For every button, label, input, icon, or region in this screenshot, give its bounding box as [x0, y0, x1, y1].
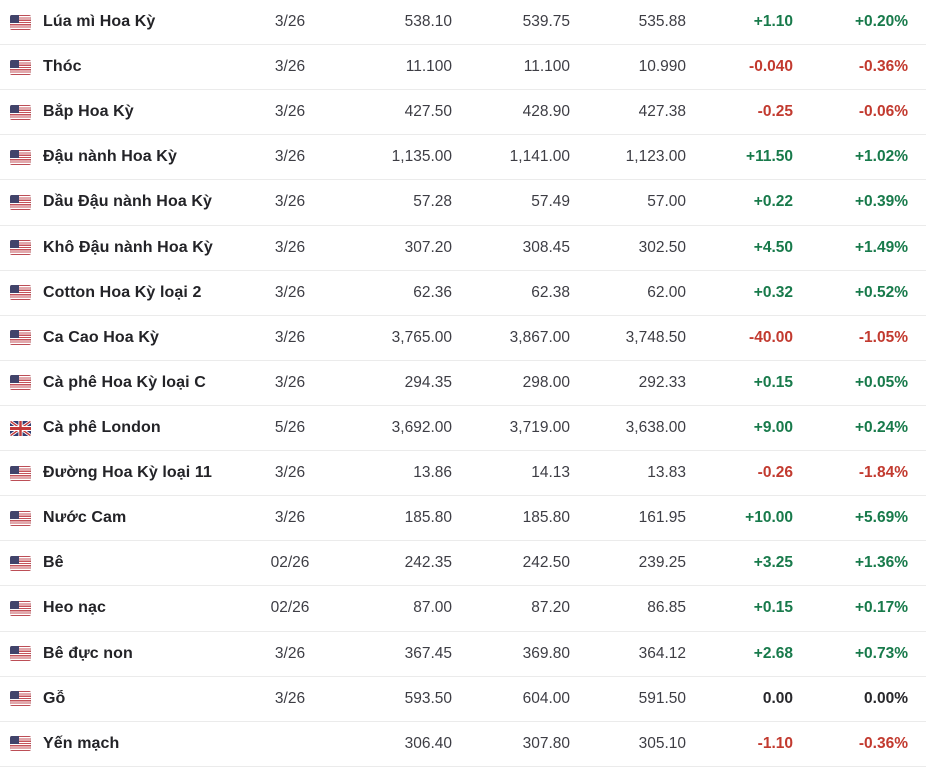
last-price: 307.20 — [404, 238, 452, 256]
low-price: 427.38 — [638, 103, 686, 121]
change-value: +0.15 — [753, 599, 793, 617]
low-price: 57.00 — [647, 193, 686, 211]
commodity-cell — [10, 735, 250, 753]
table-row[interactable] — [0, 90, 926, 135]
last-price: 11.100 — [405, 58, 452, 76]
contract-month: 3/26 — [274, 644, 306, 662]
table-row[interactable] — [0, 316, 926, 361]
high-price: 604.00 — [522, 689, 570, 707]
commodity-name: Bê — [43, 554, 64, 572]
commodity-name: Dầu Đậu nành Hoa Kỳ — [43, 193, 213, 211]
change-percent: +0.39% — [854, 193, 908, 211]
change-value: +9.00 — [753, 419, 793, 437]
us-flag-icon — [10, 150, 31, 165]
low-price: 62.00 — [647, 283, 686, 301]
commodity-name: Bê đực non — [43, 644, 133, 662]
last-price: 62.36 — [413, 283, 452, 301]
commodity-cell — [10, 329, 250, 347]
us-flag-icon — [10, 601, 31, 616]
high-price: 242.50 — [522, 554, 570, 572]
commodity-cell — [10, 148, 250, 166]
table-row[interactable] — [0, 496, 926, 541]
high-price: 3,719.00 — [509, 419, 570, 437]
commodity-name: Lúa mì Hoa Kỳ — [43, 13, 156, 31]
change-value: +1.10 — [753, 13, 793, 31]
change-value: +0.15 — [753, 373, 793, 391]
change-percent: +0.17% — [854, 599, 908, 617]
commodity-name: Cà phê London — [43, 419, 161, 437]
change-percent: -0.36% — [858, 734, 908, 752]
change-value: -0.25 — [757, 103, 793, 121]
contract-month: 3/26 — [274, 148, 306, 166]
table-row[interactable] — [0, 180, 926, 225]
change-percent: 0.00% — [864, 689, 908, 707]
commodity-cell — [10, 554, 250, 572]
change-value: -40.00 — [749, 328, 793, 346]
table-row[interactable] — [0, 361, 926, 406]
commodity-cell — [10, 690, 250, 708]
last-price: 13.86 — [413, 464, 452, 482]
low-price: 3,748.50 — [625, 328, 686, 346]
high-price: 57.49 — [531, 193, 570, 211]
table-row[interactable] — [0, 135, 926, 180]
table-row[interactable] — [0, 722, 926, 767]
change-percent: -1.84% — [858, 464, 908, 482]
high-price: 428.90 — [522, 103, 570, 121]
table-row[interactable] — [0, 632, 926, 677]
contract-month: 3/26 — [274, 238, 306, 256]
contract-month: 3/26 — [274, 373, 306, 391]
low-price: 10.990 — [638, 58, 686, 76]
last-price: 57.28 — [413, 193, 452, 211]
change-percent: +1.36% — [854, 554, 908, 572]
table-row[interactable] — [0, 406, 926, 451]
contract-month: 3/26 — [274, 689, 306, 707]
contract-month: 02/26 — [270, 554, 310, 572]
table-row[interactable] — [0, 677, 926, 722]
table-row[interactable] — [0, 0, 926, 45]
change-percent: +0.73% — [854, 644, 908, 662]
last-price: 185.80 — [404, 509, 452, 527]
change-percent: -0.36% — [858, 58, 908, 76]
uk-flag-icon — [10, 421, 31, 436]
last-price: 427.50 — [404, 103, 452, 121]
last-price: 593.50 — [404, 689, 452, 707]
us-flag-icon — [10, 466, 31, 481]
table-row[interactable] — [0, 541, 926, 586]
contract-month: 3/26 — [274, 193, 306, 211]
last-price: 3,692.00 — [391, 419, 452, 437]
commodity-cell — [10, 193, 250, 211]
commodity-cell — [10, 509, 250, 527]
table-row[interactable] — [0, 451, 926, 496]
commodity-name: Cà phê Hoa Kỳ loại C — [43, 373, 206, 391]
last-price: 306.40 — [404, 734, 452, 752]
commodity-cell — [10, 58, 250, 76]
low-price: 1,123.00 — [625, 148, 686, 166]
us-flag-icon — [10, 60, 31, 75]
low-price: 86.85 — [647, 599, 686, 617]
commodity-name: Yến mạch — [43, 734, 120, 752]
change-value: +4.50 — [753, 238, 793, 256]
contract-month: 3/26 — [274, 464, 306, 482]
change-percent: +0.52% — [854, 283, 908, 301]
commodity-name: Nước Cam — [43, 509, 127, 527]
us-flag-icon — [10, 195, 31, 210]
last-price: 87.00 — [413, 599, 452, 617]
high-price: 87.20 — [531, 599, 570, 617]
low-price: 535.88 — [638, 13, 686, 31]
last-price: 242.35 — [404, 554, 452, 572]
us-flag-icon — [10, 556, 31, 571]
contract-month: 3/26 — [274, 328, 306, 346]
change-value: +0.22 — [753, 193, 793, 211]
commodity-cell — [10, 284, 250, 302]
commodity-name: Gỗ — [43, 689, 66, 707]
change-percent: -0.06% — [858, 103, 908, 121]
us-flag-icon — [10, 646, 31, 661]
table-row[interactable] — [0, 226, 926, 271]
contract-month: 3/26 — [274, 509, 306, 527]
table-row[interactable] — [0, 45, 926, 90]
commodity-cell — [10, 239, 250, 257]
high-price: 11.100 — [523, 58, 570, 76]
high-price: 185.80 — [522, 509, 570, 527]
us-flag-icon — [10, 511, 31, 526]
low-price: 3,638.00 — [625, 419, 686, 437]
us-flag-icon — [10, 691, 31, 706]
last-price: 538.10 — [404, 13, 452, 31]
contract-month: 5/26 — [274, 419, 306, 437]
change-percent: +0.20% — [854, 13, 908, 31]
us-flag-icon — [10, 15, 31, 30]
change-value: -1.10 — [757, 734, 793, 752]
change-percent: +5.69% — [854, 509, 908, 527]
us-flag-icon — [10, 240, 31, 255]
high-price: 307.80 — [522, 734, 570, 752]
commodity-name: Cotton Hoa Kỳ loại 2 — [43, 283, 202, 301]
table-row[interactable] — [0, 586, 926, 631]
commodity-cell — [10, 13, 250, 31]
change-value: -0.26 — [757, 464, 793, 482]
low-price: 13.83 — [647, 464, 686, 482]
change-value: +10.00 — [745, 509, 793, 527]
commodity-name: Heo nạc — [43, 599, 106, 617]
commodity-cell — [10, 645, 250, 663]
high-price: 14.13 — [531, 464, 570, 482]
commodity-cell — [10, 374, 250, 392]
commodity-name: Đậu nành Hoa Kỳ — [43, 148, 177, 166]
change-percent: +0.05% — [854, 373, 908, 391]
high-price: 3,867.00 — [509, 328, 570, 346]
commodity-cell — [10, 464, 250, 482]
commodity-name: Bắp Hoa Kỳ — [43, 103, 134, 121]
change-percent: -1.05% — [858, 328, 908, 346]
high-price: 539.75 — [522, 13, 570, 31]
low-price: 305.10 — [638, 734, 686, 752]
low-price: 161.95 — [638, 509, 686, 527]
us-flag-icon — [10, 105, 31, 120]
contract-month: 3/26 — [274, 13, 306, 31]
last-price: 367.45 — [404, 644, 452, 662]
change-value: +3.25 — [753, 554, 793, 572]
change-percent: +0.24% — [854, 419, 908, 437]
commodity-name: Ca Cao Hoa Kỳ — [43, 328, 159, 346]
us-flag-icon — [10, 285, 31, 300]
change-value: 0.00 — [762, 689, 793, 707]
last-price: 3,765.00 — [391, 328, 452, 346]
low-price: 239.25 — [638, 554, 686, 572]
change-percent: +1.02% — [854, 148, 908, 166]
high-price: 308.45 — [522, 238, 570, 256]
contract-month: 3/26 — [274, 283, 306, 301]
high-price: 1,141.00 — [509, 148, 570, 166]
commodity-name: Đường Hoa Kỳ loại 11 — [43, 464, 212, 482]
us-flag-icon — [10, 330, 31, 345]
commodity-cell — [10, 419, 250, 437]
low-price: 292.33 — [638, 373, 686, 391]
change-value: +11.50 — [746, 148, 793, 166]
low-price: 302.50 — [638, 238, 686, 256]
last-price: 1,135.00 — [391, 148, 452, 166]
contract-month: 3/26 — [274, 58, 306, 76]
change-value: +2.68 — [753, 644, 793, 662]
contract-month: 02/26 — [270, 599, 310, 617]
low-price: 364.12 — [638, 644, 686, 662]
change-value: +0.32 — [753, 283, 793, 301]
last-price: 294.35 — [404, 373, 452, 391]
change-percent: +1.49% — [854, 238, 908, 256]
high-price: 369.80 — [522, 644, 570, 662]
table-row[interactable] — [0, 271, 926, 316]
commodity-name: Khô Đậu nành Hoa Kỳ — [43, 238, 213, 256]
change-value: -0.040 — [749, 58, 793, 76]
us-flag-icon — [10, 375, 31, 390]
low-price: 591.50 — [638, 689, 686, 707]
commodity-cell — [10, 599, 250, 617]
commodity-name: Thóc — [43, 58, 82, 76]
high-price: 298.00 — [522, 373, 570, 391]
high-price: 62.38 — [531, 283, 570, 301]
commodity-cell — [10, 103, 250, 121]
us-flag-icon — [10, 736, 31, 751]
contract-month: 3/26 — [274, 103, 306, 121]
